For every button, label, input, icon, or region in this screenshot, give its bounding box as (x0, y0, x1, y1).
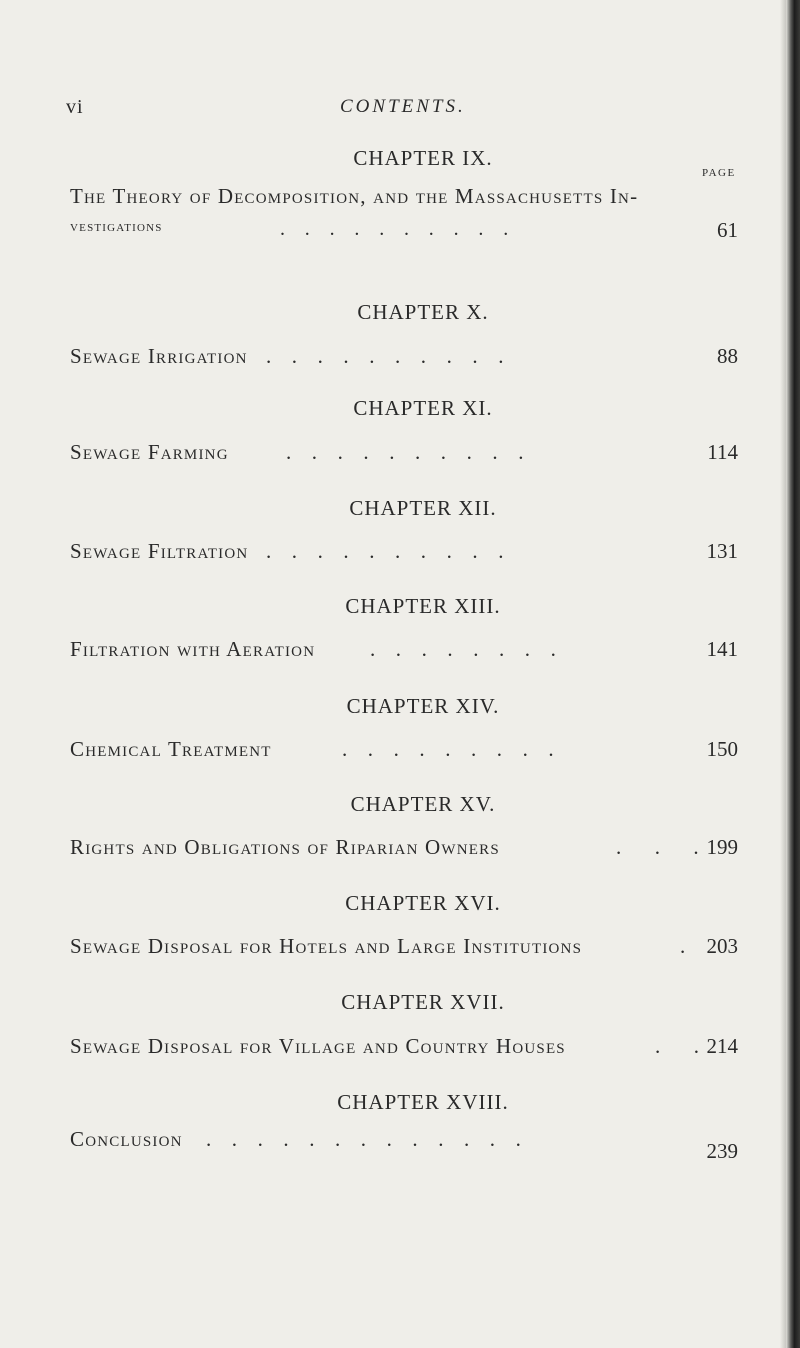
chapter-heading: CHAPTER XVI. (345, 891, 501, 915)
toc-entry[interactable] (70, 218, 738, 242)
toc-page-number: 114 (707, 440, 738, 464)
dot-leader: . (680, 934, 687, 958)
dot-leader: . . . . . . . . . . (286, 440, 525, 464)
toc-page-number: 61 (717, 218, 738, 242)
dot-leader: . . . . . . . . (370, 637, 558, 661)
book-binding-edge (786, 0, 800, 1348)
toc-page-number: 199 (706, 835, 738, 859)
toc-entry-title: Conclusion (70, 1127, 183, 1151)
chapter-heading: CHAPTER IX. (353, 146, 493, 170)
running-head-title: CONTENTS. (340, 96, 466, 117)
chapter-heading: CHAPTER XVIII. (337, 1090, 509, 1114)
toc-page-number: 131 (706, 539, 738, 563)
toc-entry-title: Sewage Disposal for Hotels and Large Institutions (70, 934, 583, 958)
toc-entry-title: Sewage Disposal for Village and Country Houses (70, 1034, 566, 1058)
toc-entry-title-line (70, 184, 710, 209)
toc-entry[interactable] (70, 737, 738, 762)
toc-page-number: 150 (706, 737, 738, 761)
toc-entry[interactable] (70, 440, 738, 465)
toc-entry-title: vestigations (70, 218, 163, 235)
chapter-heading: CHAPTER XIII. (345, 594, 501, 618)
toc-entry-title: Rights and Obligations of Riparian Owners (70, 835, 500, 859)
dot-leader: . . . . . . . . . . (266, 539, 505, 563)
toc-entry-title: Filtration with Aeration (70, 637, 316, 661)
toc-entry[interactable] (70, 1034, 738, 1059)
dot-leader: . . . . . . . . . (342, 737, 555, 761)
toc-entry-title: Sewage Farming (70, 440, 229, 464)
toc-entry[interactable] (70, 539, 738, 564)
dot-leader: . . . . . . . . . . (266, 344, 505, 368)
toc-entry[interactable] (70, 637, 738, 662)
toc-entry-title: Chemical Treatment (70, 737, 272, 761)
toc-entry[interactable] (70, 1127, 738, 1163)
toc-page-number: 239 (706, 1139, 738, 1163)
toc-page-number: 203 (706, 934, 738, 958)
toc-page-number: 141 (706, 637, 738, 661)
dot-leader: . . (655, 1034, 701, 1058)
chapter-heading: CHAPTER XVII. (341, 990, 505, 1014)
dot-leader: . . . . . . . . . . . . . (206, 1127, 523, 1151)
toc-entry-title: Sewage Irrigation (70, 344, 248, 368)
toc-entry[interactable] (70, 934, 738, 959)
running-head (66, 96, 766, 126)
toc-entry-title: Sewage Filtration (70, 539, 249, 563)
chapter-heading: CHAPTER XI. (353, 396, 493, 420)
dot-leader: . . . . . . . . . . (280, 218, 510, 240)
page-column-label: PAGE (702, 167, 736, 179)
chapter-heading: CHAPTER XV. (350, 792, 496, 816)
chapter-heading: CHAPTER X. (357, 300, 489, 324)
toc-entry[interactable] (70, 835, 738, 860)
chapter-heading: CHAPTER XIV. (346, 694, 500, 718)
dot-leader: . . . (616, 835, 700, 859)
chapter-heading: CHAPTER XII. (349, 496, 497, 520)
toc-page-number: 88 (717, 344, 738, 368)
toc-entry[interactable] (70, 344, 738, 369)
toc-page-number: 214 (706, 1034, 738, 1058)
toc-entry-title: The Theory of Decomposition, and the Massachusetts In- (70, 184, 639, 208)
page-number: vi (66, 96, 84, 118)
